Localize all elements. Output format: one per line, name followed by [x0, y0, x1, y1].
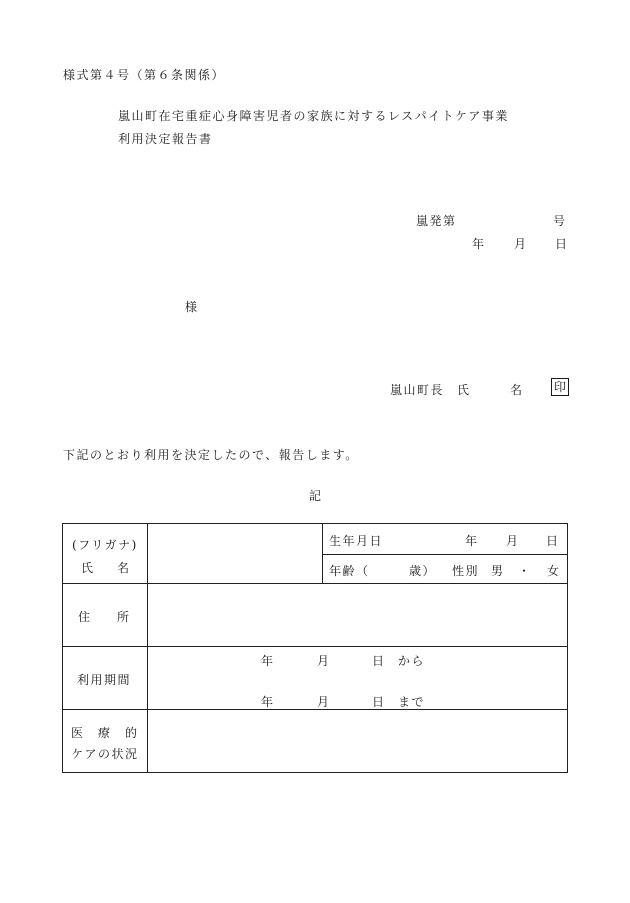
care-input-cell[interactable]	[148, 710, 568, 773]
from-month-label: 月	[317, 654, 331, 668]
birthdate-label: 生年月日	[329, 534, 384, 548]
date-year: 年	[472, 237, 486, 251]
to-month-label: 月	[317, 695, 331, 709]
address-label-cell	[63, 584, 148, 647]
title-line-1: 嵐山町在宅重症心身障害児者の家族に対するレスパイトケア事業	[118, 109, 509, 123]
address-input-cell[interactable]	[148, 584, 568, 647]
sex-female[interactable]: 女	[547, 564, 561, 578]
to-day-label: 日	[372, 695, 386, 709]
name-label-2: 名	[117, 561, 131, 575]
name-label-1: 氏	[81, 561, 95, 575]
sex-label: 性別	[452, 564, 480, 578]
row-address	[63, 584, 568, 647]
name-input-cell[interactable]	[148, 524, 323, 584]
address-label-1: 住	[78, 610, 92, 624]
document-number-prefix: 嵐発第	[416, 214, 457, 228]
period-input-cell[interactable]	[148, 647, 568, 710]
sex-separator: ・	[518, 564, 532, 578]
date-month: 月	[514, 237, 528, 251]
name-label-cell	[63, 524, 148, 584]
body-text: 下記のとおり利用を決定したので、報告します。	[63, 448, 359, 462]
age-unit: 歳）	[409, 564, 437, 578]
from-year-label: 年	[261, 654, 275, 668]
row-care	[63, 710, 568, 773]
birth-day-label: 日	[546, 534, 560, 548]
signatory-name-label-2: 名	[510, 383, 524, 397]
birth-month-label: 月	[506, 534, 520, 548]
furigana-label: (フリガナ)	[72, 538, 138, 552]
seal-mark: 印	[551, 378, 569, 396]
age-label: 年齢（	[329, 564, 370, 578]
age-sex-cell[interactable]	[323, 555, 568, 584]
period-label: 利用期間	[77, 673, 132, 687]
period-label-cell	[63, 647, 148, 710]
date-day: 日	[555, 237, 569, 251]
row-name-birth	[63, 524, 568, 555]
birthdate-cell[interactable]	[323, 524, 568, 555]
care-label-2: ケアの状況	[71, 747, 139, 761]
birth-year-label: 年	[465, 534, 479, 548]
title-line-2: 利用決定報告書	[118, 132, 213, 146]
sex-male[interactable]: 男	[491, 564, 505, 578]
ki-heading: 記	[309, 489, 323, 503]
care-label-1: 医 療 的	[71, 726, 139, 740]
from-text: から	[398, 654, 426, 668]
application-table	[62, 523, 568, 773]
addressee-honorific: 様	[185, 300, 199, 314]
signatory-name-label-1: 氏	[457, 383, 471, 397]
document-number-suffix: 号	[553, 214, 567, 228]
address-label-2: 所	[117, 610, 131, 624]
to-year-label: 年	[261, 695, 275, 709]
form-number: 様式第４号（第６条関係）	[63, 68, 226, 82]
from-day-label: 日	[372, 654, 386, 668]
row-period	[63, 647, 568, 710]
signatory-title: 嵐山町長	[390, 383, 445, 397]
to-text: まで	[398, 695, 426, 709]
care-label-cell	[63, 710, 148, 773]
